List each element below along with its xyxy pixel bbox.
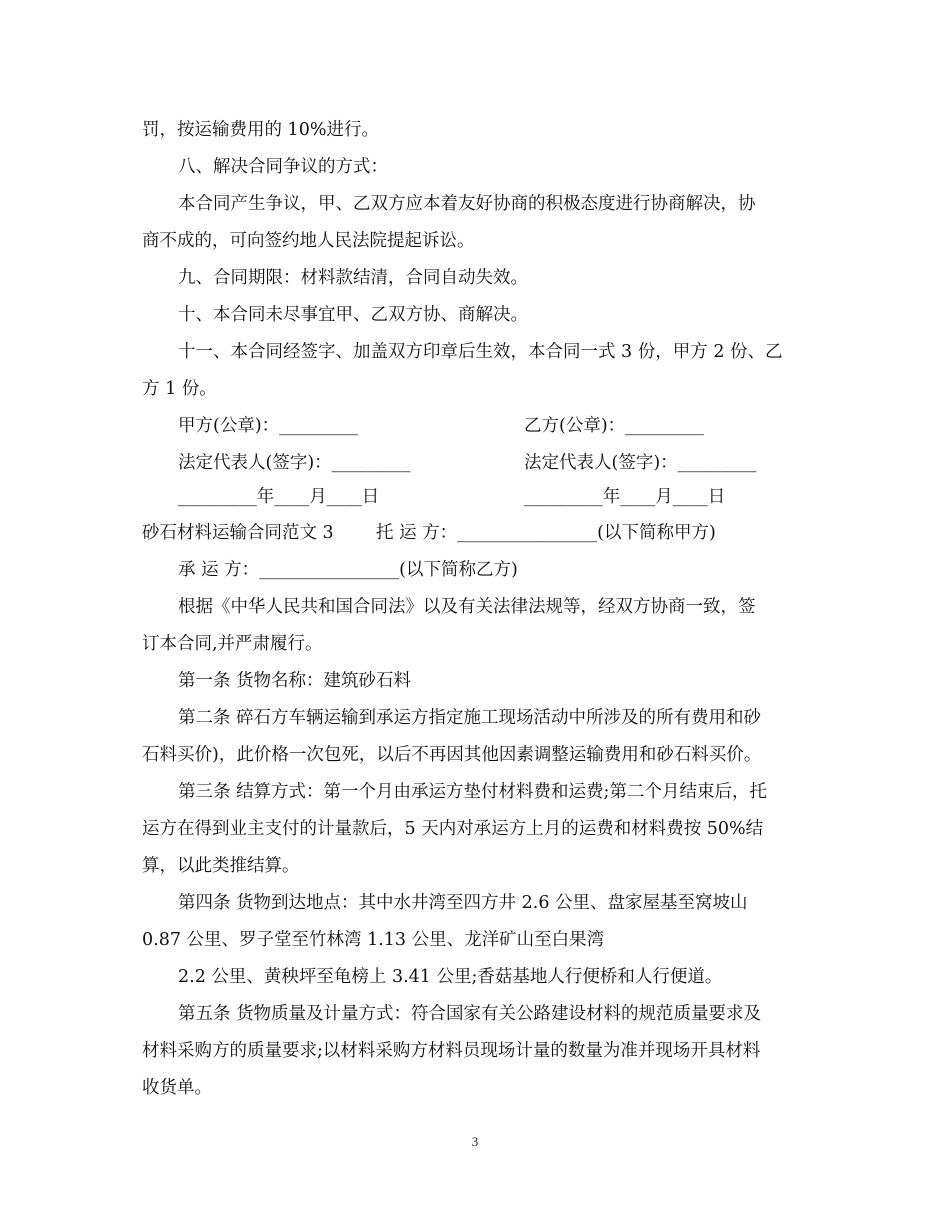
clause-heading: 九、合同期限：材料款结清，合同自动失效。 — [178, 268, 528, 288]
section-title: 砂石材料运输合同范文 3 — [142, 523, 334, 543]
paragraph-line: 运方在得到业主支付的计量款后，5 天内对承运方上月的运费和材料费按 50%结 — [142, 819, 764, 839]
paragraph-line: 材料采购方的质量要求;以材料采购方材料员现场计量的数量为准并现场开具材料 — [142, 1041, 761, 1061]
party-a-date-field: _________年____月____日 — [178, 487, 380, 507]
carrier-field: 承 运 方：________________(以下简称乙方) — [178, 560, 518, 580]
paragraph-line: 第四条 货物到达地点：其中水井湾至四方井 2.6 公里、盘家屋基至窝坡山 — [178, 893, 748, 913]
paragraph-line: 第三条 结算方式：第一个月由承运方垫付材料费和运费;第二个月结束后，托 — [178, 782, 767, 802]
page-number: 3 — [471, 1134, 479, 1149]
paragraph-line: 罚，按运输费用的 10%进行。 — [142, 120, 379, 140]
clause-heading: 八、解决合同争议的方式： — [178, 157, 388, 177]
paragraph-line: 0.87 公里、罗子堂至竹林湾 1.13 公里、龙洋矿山至白果湾 — [142, 930, 605, 950]
party-a-representative-field: 法定代表人(签字)：_________ — [178, 453, 411, 473]
article-heading: 第一条 货物名称：建筑砂石料 — [178, 671, 412, 691]
paragraph-line: 根据《中华人民共和国合同法》以及有关法律法规等，经双方协商一致，签 — [178, 597, 756, 617]
paragraph-line: 订本合同,并严肃履行。 — [142, 634, 323, 654]
party-a-seal-field: 甲方(公章)：_________ — [178, 416, 358, 436]
shipper-field: 托 运 方：________________(以下简称甲方) — [376, 523, 716, 543]
party-b-date-field: _________年____月____日 — [524, 487, 726, 507]
paragraph-line: 十一、本合同经签字、加盖双方印章后生效，本合同一式 3 份，甲方 2 份、乙 — [178, 342, 783, 362]
clause-heading: 十、本合同未尽事宜甲、乙双方协、商解决。 — [178, 305, 528, 325]
paragraph-line: 算，以此类推结算。 — [142, 856, 300, 876]
paragraph-line: 收货单。 — [142, 1078, 212, 1098]
paragraph-line: 方 1 份。 — [142, 379, 217, 399]
party-b-representative-field: 法定代表人(签字)：_________ — [524, 453, 757, 473]
paragraph-line: 商不成的，可向签约地人民法院提起诉讼。 — [142, 231, 475, 251]
paragraph-line: 第二条 碎石方车辆运输到承运方指定施工现场活动中所涉及的所有费用和砂 — [178, 708, 762, 728]
paragraph-line: 2.2 公里、黄秧坪至龟榜上 3.41 公里;香菇基地人行便桥和人行便道。 — [178, 967, 723, 987]
party-b-seal-field: 乙方(公章)：_________ — [524, 416, 704, 436]
paragraph-line: 石料买价)，此价格一次包死，以后不再因其他因素调整运输费用和砂石料买价。 — [142, 745, 762, 765]
paragraph-line: 本合同产生争议，甲、乙双方应本着友好协商的积极态度进行协商解决，协 — [178, 194, 756, 214]
paragraph-line: 第五条 货物质量及计量方式：符合国家有关公路建设材料的规范质量要求及 — [178, 1004, 762, 1024]
